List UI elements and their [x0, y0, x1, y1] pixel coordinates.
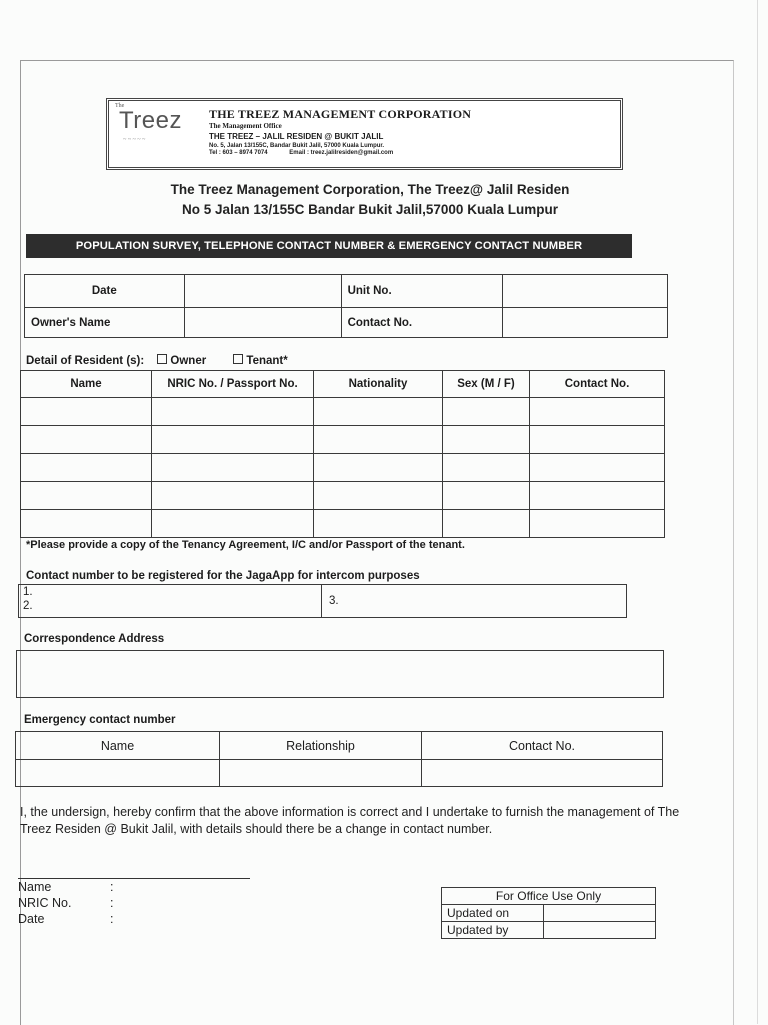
- letterhead-email: Email : treez.jalilresiden@gmail.com: [289, 150, 394, 156]
- resident-detail-label: [26, 354, 288, 367]
- resident-cell[interactable]: [152, 398, 314, 426]
- signature-nric-colon: :: [110, 896, 114, 910]
- contact-no-field[interactable]: [503, 308, 668, 338]
- resident-col-nric: NRIC No. / Passport No.: [152, 371, 314, 398]
- unit-no-label: Unit No.: [341, 275, 503, 308]
- owner-checkbox[interactable]: [157, 354, 167, 364]
- resident-cell[interactable]: [314, 482, 443, 510]
- resident-cell[interactable]: [530, 510, 665, 538]
- signature-name-colon: :: [110, 880, 114, 894]
- signature-nric-label: NRIC No.: [18, 896, 72, 910]
- form-title-line1: The Treez Management Corporation, The Treez@ Jalil Residen: [170, 182, 570, 197]
- letterhead-office: The Management Office: [209, 122, 282, 130]
- resident-cell[interactable]: [314, 398, 443, 426]
- updated-on-label: Updated on: [442, 905, 544, 922]
- resident-row: [21, 482, 665, 510]
- tenancy-note: *Please provide a copy of the Tenancy Agreement, I/C and/or Passport of the tenant.: [26, 539, 465, 551]
- resident-cell[interactable]: [314, 454, 443, 482]
- tenant-checkbox[interactable]: [233, 354, 243, 364]
- resident-cell[interactable]: [21, 482, 152, 510]
- date-field[interactable]: [184, 275, 341, 308]
- letterhead-tel: Tel : 603 – 8974 7074: [209, 150, 268, 156]
- unit-no-field[interactable]: [503, 275, 668, 308]
- resident-cell[interactable]: [443, 482, 530, 510]
- jagaapp-number-2[interactable]: 2.: [23, 600, 33, 612]
- jagaapp-number-3[interactable]: 3.: [329, 595, 339, 607]
- emergency-table: [15, 731, 663, 787]
- resident-cell[interactable]: [314, 426, 443, 454]
- jagaapp-box: [18, 584, 627, 618]
- owner-option-label: Owner: [170, 355, 207, 367]
- resident-cell[interactable]: [314, 510, 443, 538]
- emergency-col-relationship: Relationship: [220, 732, 422, 760]
- resident-cell[interactable]: [530, 426, 665, 454]
- page-edge: [757, 0, 758, 1024]
- correspondence-address-field[interactable]: [16, 650, 664, 698]
- updated-by-field[interactable]: [544, 922, 656, 939]
- logo-wordmark: Treez: [119, 107, 182, 134]
- resident-col-nationality: Nationality: [314, 371, 443, 398]
- emergency-col-contact: Contact No.: [422, 732, 663, 760]
- jagaapp-divider: [321, 585, 322, 617]
- emergency-col-name: Name: [16, 732, 220, 760]
- signature-name-label: Name: [18, 880, 52, 894]
- letterhead-text: [209, 107, 609, 156]
- resident-cell[interactable]: [21, 454, 152, 482]
- resident-cell[interactable]: [21, 426, 152, 454]
- letterhead: [106, 98, 623, 170]
- resident-cell[interactable]: [152, 482, 314, 510]
- letterhead-corporation: THE TREEZ MANAGEMENT CORPORATION: [209, 107, 472, 121]
- resident-col-sex: Sex (M / F): [443, 371, 530, 398]
- emergency-name-field[interactable]: [16, 760, 220, 787]
- office-use-table: [441, 887, 656, 939]
- logo-tagline: ~ ~ ~ ~ ~: [123, 137, 146, 143]
- owner-info-table: [24, 274, 668, 338]
- form-banner: POPULATION SURVEY, TELEPHONE CONTACT NUMBER & EMERGENCY CONTACT NUMBER: [26, 234, 632, 258]
- emergency-contact-field[interactable]: [422, 760, 663, 787]
- resident-cell[interactable]: [443, 510, 530, 538]
- emergency-label: Emergency contact number: [24, 714, 176, 726]
- resident-row: [21, 398, 665, 426]
- resident-cell[interactable]: [443, 454, 530, 482]
- letterhead-residence: THE TREEZ – JALIL RESIDEN @ BUKIT JALIL: [209, 132, 384, 141]
- declaration-text: I, the undersign, hereby confirm that the above information is correct and I undertake to furnish the management of The Treez Residen @ Bukit Jalil, with details should there be a change in contact number.: [20, 805, 680, 836]
- signature-line[interactable]: [18, 878, 250, 879]
- resident-cell[interactable]: [21, 510, 152, 538]
- resident-cell[interactable]: [443, 426, 530, 454]
- correspondence-label: Correspondence Address: [24, 633, 165, 645]
- emergency-relationship-field[interactable]: [220, 760, 422, 787]
- resident-col-name: Name: [21, 371, 152, 398]
- owner-name-field[interactable]: [184, 308, 341, 338]
- form-title-line2: No 5 Jalan 13/155C Bandar Bukit Jalil,57000 Kuala Lumpur: [182, 202, 558, 217]
- updated-by-label: Updated by: [442, 922, 544, 939]
- logo-the-text: The: [115, 103, 125, 109]
- contact-no-label: Contact No.: [341, 308, 503, 338]
- signature-date-colon: :: [110, 912, 114, 926]
- resident-cell[interactable]: [530, 482, 665, 510]
- resident-cell[interactable]: [530, 398, 665, 426]
- office-use-title: For Office Use Only: [442, 888, 656, 905]
- resident-cell[interactable]: [152, 426, 314, 454]
- owner-name-label: Owner's Name: [25, 308, 185, 338]
- letterhead-contact: [209, 150, 609, 156]
- letterhead-address: No. 5, Jalan 13/155C, Bandar Bukit Jalil, 57000 Kuala Lumpur.: [209, 143, 385, 149]
- resident-cell[interactable]: [443, 398, 530, 426]
- tenant-option-label: Tenant*: [246, 355, 288, 367]
- jagaapp-number-1[interactable]: 1.: [23, 586, 33, 598]
- emergency-row: [16, 760, 663, 787]
- updated-on-field[interactable]: [544, 905, 656, 922]
- resident-cell[interactable]: [530, 454, 665, 482]
- treez-logo: [113, 103, 195, 165]
- resident-cell[interactable]: [152, 510, 314, 538]
- resident-table: [20, 370, 665, 538]
- resident-col-contact: Contact No.: [530, 371, 665, 398]
- resident-row: [21, 426, 665, 454]
- jagaapp-label: Contact number to be registered for the JagaApp for intercom purposes: [26, 570, 420, 582]
- signature-date-label: Date: [18, 912, 45, 926]
- resident-row: [21, 454, 665, 482]
- date-label: Date: [25, 275, 185, 308]
- resident-detail-text: Detail of Resident (s):: [26, 355, 145, 367]
- resident-cell[interactable]: [152, 454, 314, 482]
- resident-row: [21, 510, 665, 538]
- resident-cell[interactable]: [21, 398, 152, 426]
